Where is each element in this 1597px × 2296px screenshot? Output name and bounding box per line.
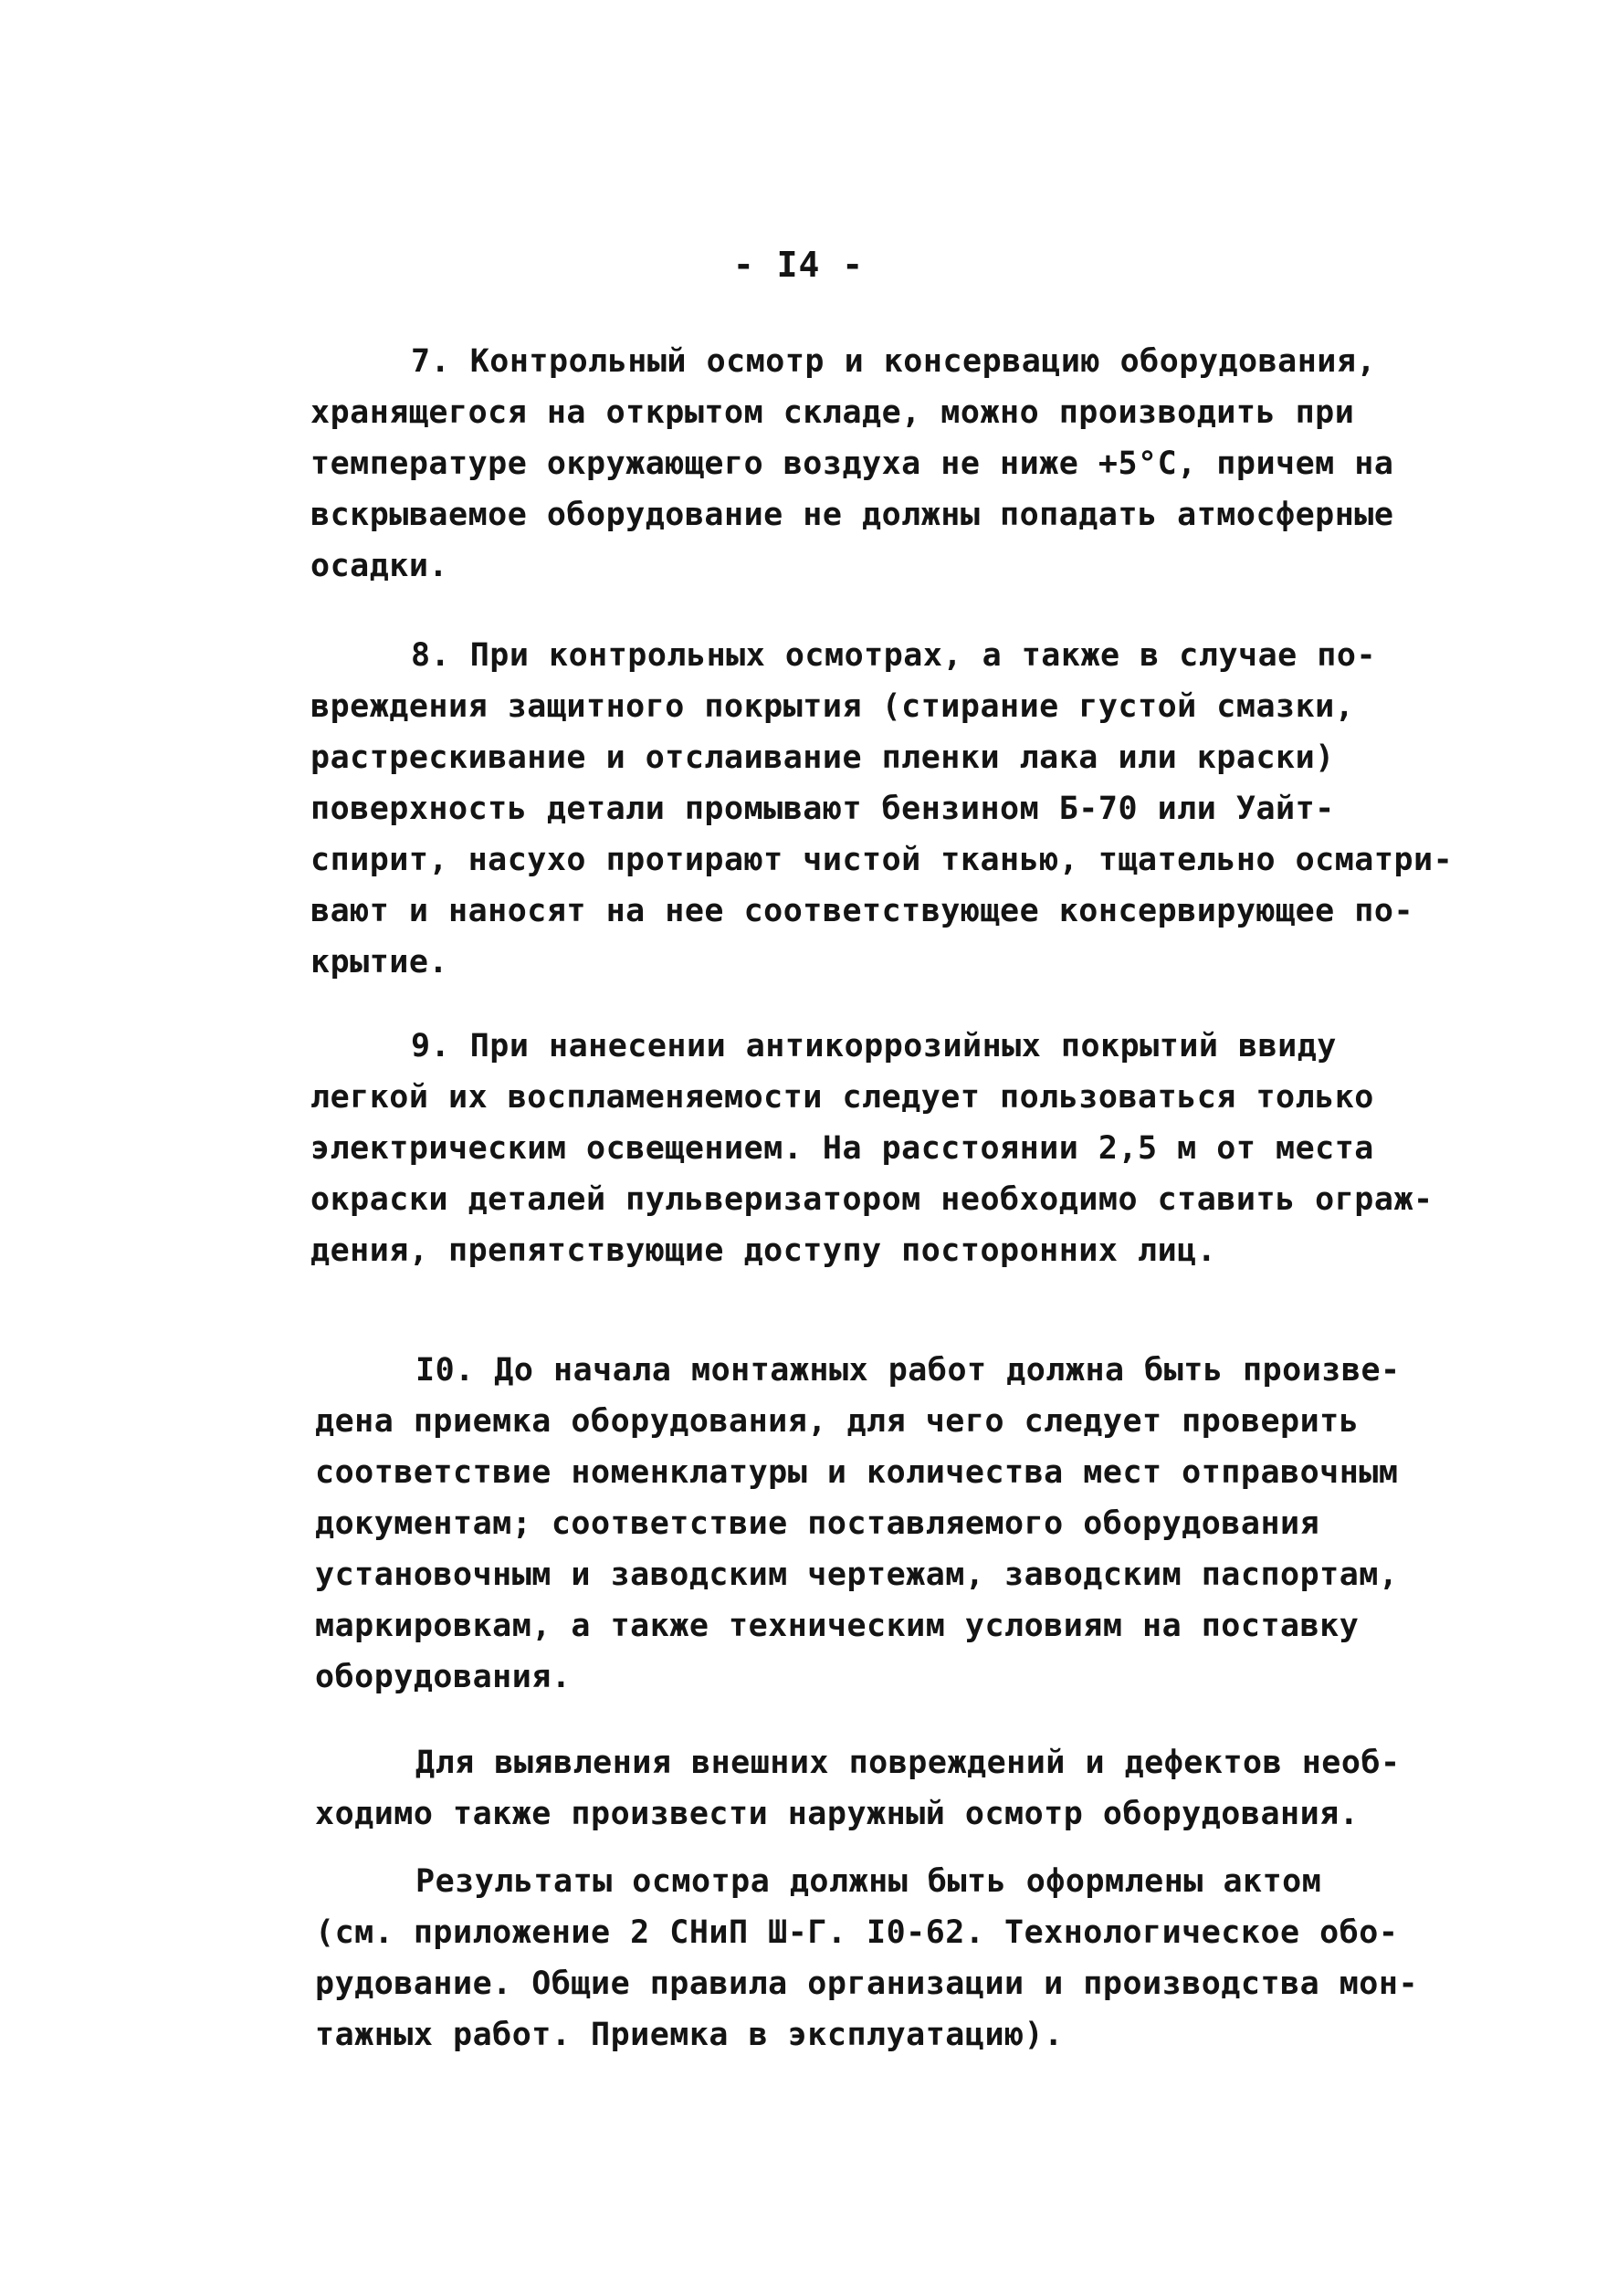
text-line: осадки. [310, 548, 449, 584]
text-line: (см. приложение 2 СНиП Ш-Г. I0-62. Технологическое обо- [315, 1914, 1399, 1951]
paragraph-10 [315, 1345, 1539, 1703]
text-line: вскрываемое оборудование не должны попадать атмосферные [310, 497, 1394, 533]
text-line: 9. При нанесении антикоррозийных покрытий ввиду [411, 1028, 1337, 1064]
text-line: Результаты осмотра должны быть оформлены актом [415, 1863, 1322, 1900]
text-line: документам; соответствие поставляемого оборудования [315, 1505, 1320, 1542]
text-line: легкой их воспламеняемости следует пользоваться только [310, 1079, 1374, 1116]
text-line: ходимо также произвести наружный осмотр оборудования. [315, 1796, 1360, 1832]
text-line: электрическим освещением. На расстоянии 2,5 м от места [310, 1130, 1374, 1167]
text-line: вают и наносят на нее соответствующее консервирующее по- [310, 893, 1414, 929]
text-line: Для выявления внешних повреждений и дефектов необ- [415, 1745, 1401, 1781]
text-line: установочным и заводским чертежам, заводским паспортам, [315, 1557, 1399, 1593]
paragraph-8 [310, 630, 1534, 988]
text-line: вреждения защитного покрытия (стирание густой смазки, [310, 688, 1355, 725]
text-line: дена приемка оборудования, для чего следует проверить [315, 1403, 1360, 1440]
paragraph-results [315, 1856, 1539, 2060]
text-line: оборудования. [315, 1659, 572, 1695]
text-line: окраски деталей пульверизатором необходимо ставить ограж- [310, 1181, 1434, 1218]
text-line: I0. До начала монтажных работ должна быть произве- [415, 1352, 1401, 1389]
text-line: дения, препятствующие доступу посторонних лиц. [310, 1232, 1217, 1269]
text-line: соответствие номенклатуры и количества мест отправочным [315, 1454, 1399, 1491]
text-line: хранящегося на открытом складе, можно производить при [310, 394, 1355, 431]
paragraph-inspection [315, 1737, 1539, 1840]
text-line: крытие. [310, 944, 449, 980]
text-line: тажных работ. Приемка в эксплуатацию). [315, 2017, 1064, 2053]
text-line: маркировкам, а также техническим условиям на поставку [315, 1608, 1360, 1644]
text-line: растрескивание и отслаивание пленки лака или краски) [310, 739, 1335, 776]
text-line: поверхность детали промывают бензином Б-70 или Уайт- [310, 791, 1335, 827]
text-line: температуре окружающего воздуха не ниже +5°С, причем на [310, 446, 1394, 482]
paragraph-9 [310, 1021, 1534, 1276]
text-line: 7. Контрольный осмотр и консервацию оборудования, [411, 343, 1377, 380]
page-number: - I4 - [732, 245, 865, 285]
text-line: спирит, насухо протирают чистой тканью, тщательно осматри- [310, 842, 1454, 878]
text-line: рудование. Общие правила организации и производства мон- [315, 1966, 1419, 2002]
text-line: 8. При контрольных осмотрах, а также в случае по- [411, 637, 1377, 674]
paragraph-7 [310, 336, 1534, 592]
